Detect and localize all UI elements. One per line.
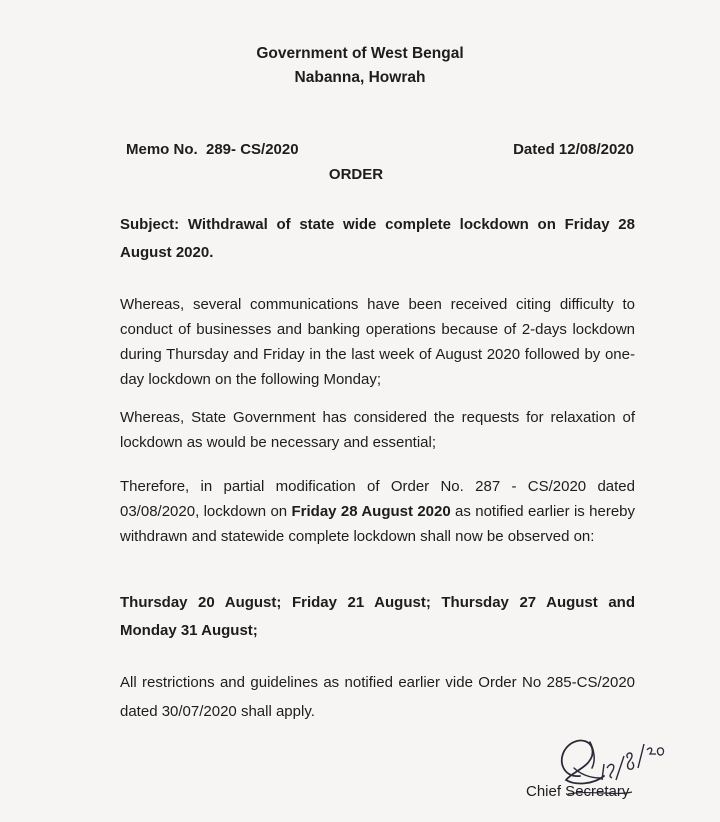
letterhead-government: Government of West Bengal (256, 45, 464, 62)
letterhead-address: Nabanna, Howrah (294, 69, 426, 86)
memo-row (126, 141, 634, 158)
signatory-title: Chief Secretary (526, 783, 630, 800)
memo-date: Dated 12/08/2020 (513, 141, 634, 158)
paragraph-whereas-communications: Whereas, several communications have been received citing difficulty to conduct of businesses and banking operations because of 2-days lockdown during Thursday and Friday in the last week of August 2020 followed by one-day lockdown on the following Monday; (120, 296, 635, 388)
signature-block (520, 728, 680, 808)
withdrawn-date: Friday 28 August 2020 (291, 503, 451, 520)
paragraph-restrictions: All restrictions and guidelines as notified earlier vide Order No 285-CS/2020 dated 30/07/2020 shall apply. (120, 674, 635, 720)
subject-line: Subject: Withdrawal of state wide complete lockdown on Friday 28 August 2020. (120, 216, 635, 261)
paragraph-therefore-part1: Therefore, in partial modification of Order No. 287 - CS/2020 dated 03/08/2020, lockdown on (120, 478, 635, 520)
order-title: ORDER (328, 166, 384, 183)
lockdown-dates: Thursday 20 August; Friday 21 August; Thursday 27 August and Monday 31 August; (120, 594, 635, 639)
paragraph-therefore-part2: as notified earlier is hereby withdrawn and statewide complete lockdown shall now be observed on: (120, 503, 636, 545)
memo-number: Memo No. 289- CS/2020 (126, 141, 299, 158)
letterhead (0, 42, 720, 90)
paragraph-whereas-relaxation: Whereas, State Government has considered the requests for relaxation of lockdown as would be necessary and essential; (120, 409, 635, 451)
paragraph-therefore (120, 474, 635, 549)
